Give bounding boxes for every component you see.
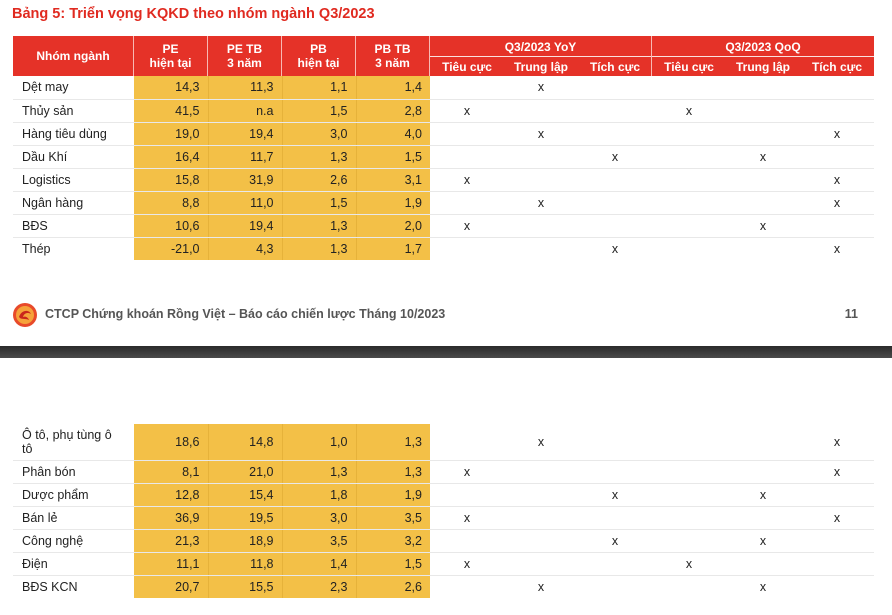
footer-text: CTCP Chứng khoán Rồng Việt – Báo cáo chiến lược Tháng 10/2023 <box>45 307 446 321</box>
qoq-negative-cell <box>652 145 726 168</box>
yoy-neutral-cell <box>504 552 578 575</box>
pb-cell: 1,8 <box>282 483 356 506</box>
qoq-negative-cell <box>652 529 726 552</box>
pb-avg-cell: 1,9 <box>356 191 430 214</box>
pb-cell: 1,5 <box>282 99 356 122</box>
pb-cell: 1,3 <box>282 237 356 260</box>
page-number: 11 <box>844 307 858 321</box>
sector-name-cell: Dầu Khí <box>13 145 134 168</box>
pb-avg-cell: 3,5 <box>356 506 430 529</box>
qoq-positive-cell <box>800 552 874 575</box>
yoy-negative-cell <box>430 575 504 598</box>
qoq-neutral-cell <box>726 237 800 260</box>
sector-name-cell: BĐS KCN <box>22 579 78 594</box>
qoq-positive-cell <box>800 529 874 552</box>
sector-name-cell: Thép <box>22 241 51 256</box>
pe-cell: 15,8 <box>134 168 208 191</box>
qoq-positive-cell: x <box>800 424 874 460</box>
sector-name-cell: Ngân hàng <box>13 191 134 214</box>
table-row <box>13 552 874 575</box>
table-row <box>13 506 874 529</box>
pb-avg-cell: 4,0 <box>356 122 430 145</box>
pb-cell: 2,6 <box>282 168 356 191</box>
qoq-positive-cell <box>800 76 874 99</box>
qoq-positive-cell <box>800 575 874 598</box>
qoq-negative-cell <box>652 424 726 460</box>
pb-cell: 1,4 <box>282 552 356 575</box>
qoq-negative-cell <box>652 483 726 506</box>
qoq-positive-cell: x <box>800 122 874 145</box>
yoy-neutral-cell: x <box>504 122 578 145</box>
qoq-negative-cell: x <box>652 552 726 575</box>
yoy-positive-cell: x <box>578 483 652 506</box>
table-row <box>13 575 874 598</box>
dragon-logo-icon <box>12 302 38 328</box>
yoy-neutral-cell: x <box>504 191 578 214</box>
yoy-positive-cell <box>578 460 652 483</box>
sector-name-cell: Logistics <box>13 168 134 191</box>
header-pb: PB hiện tại <box>282 36 356 76</box>
yoy-negative-cell: x <box>430 214 504 237</box>
yoy-neutral-cell <box>504 483 578 506</box>
pb-cell: 3,0 <box>282 122 356 145</box>
yoy-negative-cell <box>430 424 504 460</box>
pe-avg-cell: 21,0 <box>208 460 282 483</box>
sector-name-cell: Phân bón <box>13 460 134 483</box>
subheader-positive: Tích cực <box>589 60 641 74</box>
pe-cell: 36,9 <box>134 506 208 529</box>
pb-avg-cell: 1,5 <box>356 145 430 168</box>
qoq-neutral-cell <box>726 122 800 145</box>
page-divider <box>0 346 892 358</box>
pe-avg-cell: 11,8 <box>208 552 282 575</box>
sector-name-cell: Ô tô, phụ tùng ô tô <box>13 424 134 460</box>
yoy-negative-cell <box>430 191 504 214</box>
pb-cell: 1,0 <box>282 424 356 460</box>
qoq-neutral-cell: x <box>726 529 800 552</box>
yoy-neutral-cell: x <box>537 579 545 594</box>
pe-cell: 19,0 <box>134 122 208 145</box>
yoy-neutral-cell <box>504 99 578 122</box>
pb-avg-cell: 1,5 <box>356 552 430 575</box>
qoq-negative-cell <box>652 506 726 529</box>
qoq-neutral-cell <box>726 552 800 575</box>
yoy-positive-cell <box>578 424 652 460</box>
qoq-neutral-cell: x <box>726 483 800 506</box>
sector-name-cell: Điện <box>13 552 134 575</box>
qoq-neutral-cell <box>726 191 800 214</box>
pe-cell: 12,8 <box>134 483 208 506</box>
pb-cell: 1,1 <box>282 76 356 99</box>
yoy-negative-cell: x <box>430 552 504 575</box>
pe-cell: 8,1 <box>134 460 208 483</box>
table-row <box>13 76 874 99</box>
yoy-neutral-cell <box>504 460 578 483</box>
yoy-neutral-cell: x <box>504 76 578 99</box>
pe-avg-cell: 15,5 <box>208 575 282 598</box>
pe-cell: 11,1 <box>134 552 208 575</box>
yoy-neutral-cell <box>504 168 578 191</box>
yoy-positive-cell <box>578 168 652 191</box>
pe-avg-cell: 11,7 <box>208 145 282 168</box>
subheader-negative: Tiêu cực <box>442 60 492 74</box>
qoq-negative-cell <box>652 214 726 237</box>
table-row <box>13 529 874 552</box>
pb-avg-cell: 1,4 <box>356 76 430 99</box>
header-sector: Nhóm ngành <box>13 36 134 76</box>
subheader-neutral: Trung lập <box>736 60 790 74</box>
sector-name-cell: Dược phẩm <box>13 483 134 506</box>
pe-cell: 20,7 <box>134 575 208 598</box>
sector-name-cell: Hàng tiêu dùng <box>13 122 134 145</box>
qoq-neutral-cell: x <box>726 145 800 168</box>
qoq-neutral-cell <box>726 76 800 99</box>
yoy-positive-cell <box>578 76 652 99</box>
pe-cell: 21,3 <box>134 529 208 552</box>
table-row <box>13 237 874 260</box>
table-row <box>13 460 874 483</box>
pb-avg-cell: 1,3 <box>356 424 430 460</box>
page-footer <box>12 300 882 330</box>
qoq-positive-cell: x <box>833 241 841 256</box>
qoq-positive-cell <box>800 214 874 237</box>
yoy-positive-cell <box>578 506 652 529</box>
table-row <box>13 214 874 237</box>
qoq-neutral-cell <box>726 460 800 483</box>
pe-avg-cell: n.a <box>208 99 282 122</box>
table-row <box>13 122 874 145</box>
pb-avg-cell: 2,0 <box>356 214 430 237</box>
pb-avg-cell: 1,7 <box>356 237 430 260</box>
table-title: Bảng 5: Triển vọng KQKD theo nhóm ngành Q3/2023 <box>12 6 375 22</box>
qoq-negative-cell <box>652 122 726 145</box>
sector-table-top <box>13 76 874 260</box>
yoy-negative-cell <box>430 76 504 99</box>
pe-cell: 10,6 <box>134 214 208 237</box>
header-pe-tb: PE TB 3 năm <box>208 36 282 76</box>
yoy-negative-cell: x <box>430 168 504 191</box>
qoq-neutral-cell <box>726 99 800 122</box>
yoy-neutral-cell <box>504 145 578 168</box>
qoq-positive-cell <box>800 145 874 168</box>
pb-cell: 2,3 <box>282 575 356 598</box>
pb-avg-cell: 3,2 <box>356 529 430 552</box>
pe-cell: 41,5 <box>134 99 208 122</box>
pe-avg-cell: 19,5 <box>208 506 282 529</box>
table-row <box>13 424 874 460</box>
yoy-negative-cell <box>430 145 504 168</box>
qoq-positive-cell: x <box>800 168 874 191</box>
pe-avg-cell: 19,4 <box>208 214 282 237</box>
yoy-positive-cell <box>578 99 652 122</box>
yoy-positive-cell <box>578 122 652 145</box>
sector-name-cell: Bán lẻ <box>13 506 134 529</box>
pb-cell: 1,3 <box>282 214 356 237</box>
qoq-negative-cell <box>652 191 726 214</box>
header-group-qoq: Q3/2023 QoQ Tiêu cực Trung lập Tích cực <box>652 36 874 76</box>
yoy-positive-cell <box>578 191 652 214</box>
yoy-neutral-cell <box>504 237 578 260</box>
yoy-positive-cell <box>578 575 652 598</box>
yoy-neutral-cell <box>504 214 578 237</box>
subheader-positive: Tích cực <box>811 60 863 74</box>
yoy-negative-cell <box>430 237 504 260</box>
yoy-neutral-cell: x <box>504 424 578 460</box>
pb-avg-cell: 3,1 <box>356 168 430 191</box>
yoy-positive-cell <box>578 214 652 237</box>
yoy-negative-cell <box>430 483 504 506</box>
yoy-negative-cell: x <box>430 506 504 529</box>
qoq-positive-cell: x <box>800 460 874 483</box>
qoq-negative-cell <box>652 237 726 260</box>
pe-avg-cell: 14,8 <box>208 424 282 460</box>
pe-avg-cell: 11,0 <box>208 191 282 214</box>
qoq-neutral-cell: x <box>726 214 800 237</box>
table-row <box>13 145 874 168</box>
subheader-negative: Tiêu cực <box>664 60 714 74</box>
qoq-positive-cell <box>800 483 874 506</box>
pe-avg-cell: 31,9 <box>208 168 282 191</box>
pb-cell: 3,5 <box>282 529 356 552</box>
subheader-neutral: Trung lập <box>514 60 568 74</box>
pe-avg-cell: 19,4 <box>208 122 282 145</box>
yoy-negative-cell <box>430 122 504 145</box>
qoq-neutral-cell <box>726 168 800 191</box>
qoq-neutral-cell: x <box>759 579 767 594</box>
table-row <box>13 191 874 214</box>
yoy-positive-cell: x <box>578 529 652 552</box>
yoy-neutral-cell <box>504 529 578 552</box>
pe-cell: 16,4 <box>134 145 208 168</box>
pe-avg-cell: 11,3 <box>208 76 282 99</box>
pe-cell: 14,3 <box>134 76 208 99</box>
pe-cell: 8,8 <box>134 191 208 214</box>
sector-name-cell: Thủy sản <box>13 99 134 122</box>
yoy-neutral-cell <box>504 506 578 529</box>
header-pe: PE hiện tại <box>134 36 208 76</box>
sector-name-cell: Công nghệ <box>13 529 134 552</box>
yoy-negative-cell <box>430 529 504 552</box>
pe-cell: 18,6 <box>134 424 208 460</box>
qoq-negative-cell <box>652 460 726 483</box>
pe-avg-cell: 15,4 <box>208 483 282 506</box>
qoq-negative-cell <box>652 168 726 191</box>
yoy-positive-cell <box>578 552 652 575</box>
table-row <box>13 99 874 122</box>
yoy-negative-cell: x <box>430 460 504 483</box>
pb-avg-cell: 2,8 <box>356 99 430 122</box>
qoq-neutral-cell <box>726 424 800 460</box>
yoy-positive-cell: x <box>578 145 652 168</box>
sector-name-cell: Dệt may <box>13 76 134 99</box>
qoq-neutral-cell <box>726 506 800 529</box>
pb-avg-cell: 1,3 <box>356 460 430 483</box>
qoq-negative-cell <box>652 76 726 99</box>
pb-cell: 1,5 <box>282 191 356 214</box>
header-group-yoy: Q3/2023 YoY Tiêu cực Trung lập Tích cực <box>430 36 652 76</box>
pb-avg-cell: 1,9 <box>356 483 430 506</box>
pb-cell: 3,0 <box>282 506 356 529</box>
pb-cell: 1,3 <box>282 460 356 483</box>
pe-avg-cell: 4,3 <box>208 237 282 260</box>
pe-cell: -21,0 <box>134 237 208 260</box>
qoq-negative-cell: x <box>652 99 726 122</box>
qoq-positive-cell <box>800 99 874 122</box>
pb-cell: 1,3 <box>282 145 356 168</box>
table-row <box>13 168 874 191</box>
pe-avg-cell: 18,9 <box>208 529 282 552</box>
pb-avg-cell: 2,6 <box>356 575 430 598</box>
header-pb-tb: PB TB 3 năm <box>356 36 430 76</box>
sector-table-bottom <box>13 424 874 598</box>
qoq-positive-cell: x <box>800 506 874 529</box>
qoq-positive-cell: x <box>800 191 874 214</box>
yoy-positive-cell: x <box>611 241 619 256</box>
sector-name-cell: BĐS <box>13 214 134 237</box>
table-row <box>13 483 874 506</box>
yoy-negative-cell: x <box>430 99 504 122</box>
qoq-negative-cell <box>652 575 726 598</box>
